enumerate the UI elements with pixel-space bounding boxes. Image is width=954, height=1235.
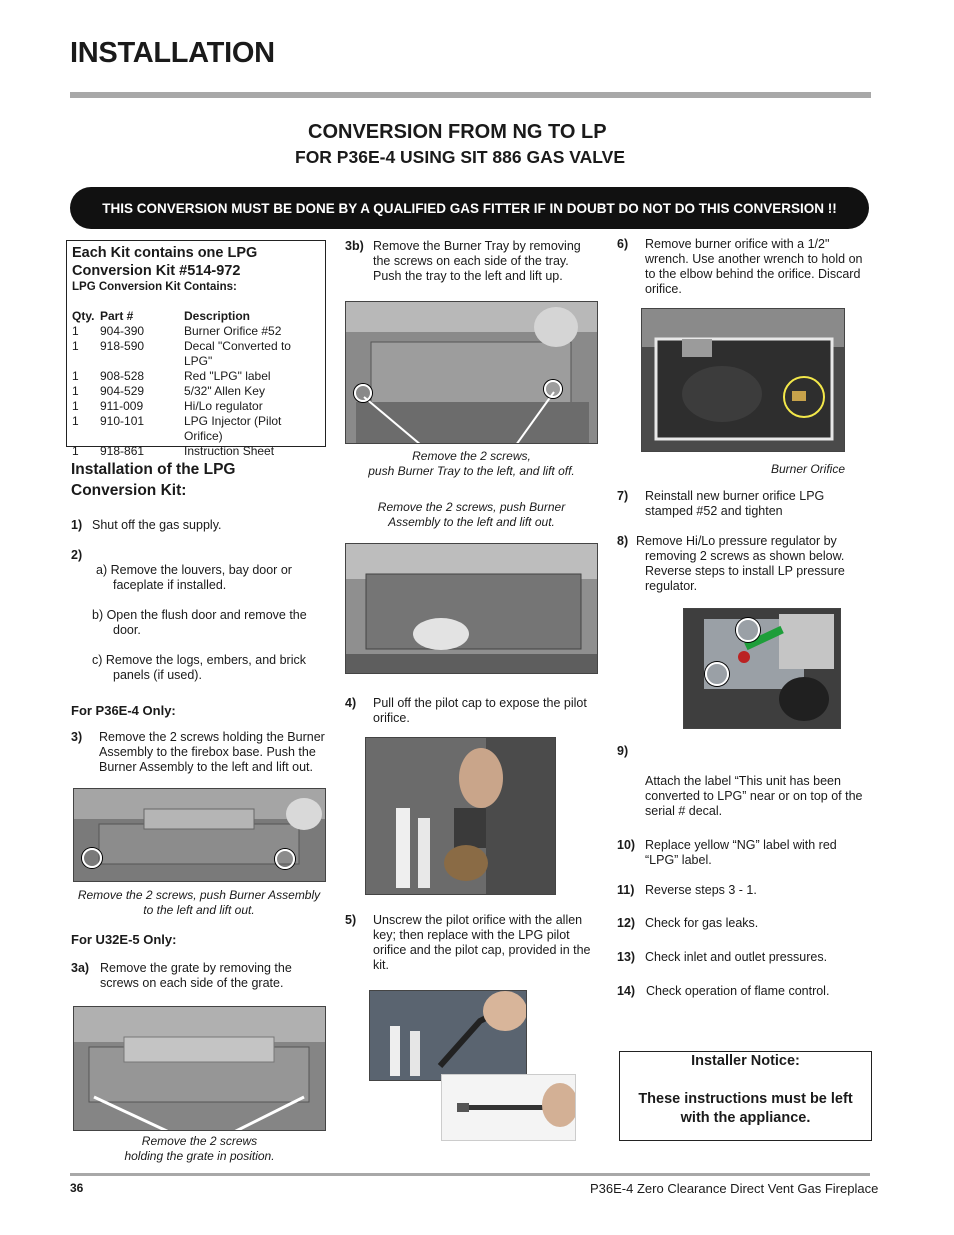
footer-text: P36E-4 Zero Clearance Direct Vent Gas Fireplace [590, 1181, 879, 1196]
step-text-l2: “LPG” label. [645, 853, 712, 867]
step-14 [617, 984, 829, 999]
photo-allen-key-image [370, 991, 527, 1081]
step-8 [617, 534, 845, 594]
photo-pilot-cap [365, 737, 556, 895]
step-text-l4: regulator. [645, 579, 698, 593]
step-text-l2: stamped #52 and tighten [645, 504, 783, 518]
step-text-l1: Pull off the pilot cap to expose the pilot [373, 696, 587, 710]
caption-l2: holding the grate in position. [124, 1149, 275, 1163]
photo-burner-tray [345, 301, 598, 444]
kit-part: 904-390 [100, 324, 145, 338]
step-number: 5) [345, 913, 357, 927]
caption-l1: Remove the 2 screws, [412, 449, 531, 463]
step-text: panels (if used). [113, 668, 202, 682]
step-text-l1: Reinstall new burner orifice LPG [645, 489, 825, 503]
kit-part: 908-528 [100, 369, 145, 383]
kit-row [72, 324, 320, 339]
kit-part: 904-529 [100, 384, 145, 398]
step-number: 11) [617, 883, 635, 897]
kit-qty: 1 [72, 384, 79, 398]
step-2b [92, 608, 307, 638]
kit-desc: 5/32" Allen Key [184, 384, 265, 398]
caption-l1: Remove the 2 screws, push Burner Assembly [77, 888, 321, 902]
step-number: 8) [617, 534, 629, 548]
kit-part: 910-101 [100, 414, 145, 428]
step-text-l3: Burner Assembly to the left and lift out. [99, 760, 314, 774]
photo-pilot-orifice-image [442, 1075, 576, 1141]
step-text-l1: Remove the 2 screws holding the Burner [99, 730, 325, 744]
step-text [645, 489, 824, 519]
screw-marker [275, 849, 295, 869]
step-text-l2: converted to LPG” near or on top of the [645, 789, 863, 803]
footer-rule [70, 1173, 870, 1176]
kit-qty: 1 [72, 414, 79, 428]
step-number: 12) [617, 916, 636, 930]
caption-burner-assembly [70, 888, 328, 918]
step-10 [617, 838, 837, 868]
step-text-l2: the screws on each side of the tray. [373, 254, 569, 268]
step-number: 14) [617, 984, 636, 998]
step-number: 3) [71, 730, 83, 744]
kit-desc [184, 339, 320, 369]
step-number: 9) [617, 744, 629, 758]
kit-row [72, 369, 320, 384]
step-text [100, 961, 292, 991]
step-text-l3: orifice and the pilot cap, provided in the [373, 943, 591, 957]
screw-marker [736, 618, 760, 642]
screw-marker [82, 848, 102, 868]
step-6 [617, 237, 863, 297]
step-text-l3: serial # decal. [645, 804, 723, 818]
section-heading: CONVERSION FROM NG TO LP [308, 121, 607, 143]
step-text-l1: Attach the label “This unit has been [645, 774, 841, 788]
step-number: 3a) [71, 961, 90, 975]
page-number: 36 [70, 1181, 84, 1195]
step-number: 1) [71, 518, 83, 532]
kit-desc: Instruction Sheet [184, 444, 275, 458]
screw-marker [544, 380, 562, 398]
kit-desc: Hi/Lo regulator [184, 399, 263, 413]
step-number: 3b) [345, 239, 364, 253]
orifice-marker [783, 376, 825, 418]
screw-marker [705, 662, 729, 686]
kit-contents-box [66, 240, 326, 458]
screw-marker [354, 384, 372, 402]
step-text [636, 534, 845, 594]
photo-burner-removal [345, 543, 598, 674]
step-text: Check operation of flame control. [646, 984, 830, 998]
kit-desc: LPG Injector (Pilot Orifice) [184, 414, 282, 443]
kit-part: 911-009 [100, 399, 144, 413]
step-1 [71, 518, 222, 533]
step-number: 6) [617, 237, 629, 251]
p36-heading: For P36E-4 Only: [71, 703, 176, 718]
kit-qty: 1 [72, 369, 79, 383]
step-text [373, 913, 591, 973]
step-text: Check inlet and outlet pressures. [645, 950, 828, 964]
notice-title: Installer Notice: [691, 1053, 800, 1069]
install-heading [71, 459, 235, 501]
kit-qty: 1 [72, 399, 79, 413]
kit-col-desc: Description [184, 309, 251, 323]
notice-text-l1: These instructions must be left [638, 1091, 853, 1107]
caption-l2: push Burner Tray to the left, and lift off. [368, 464, 575, 478]
step-text [645, 838, 837, 868]
step-text-l4: kit. [373, 958, 389, 972]
step-text-l2: orifice. [373, 711, 410, 725]
step-text-l1: Remove burner orifice with a 1/2" [645, 237, 830, 251]
notice-spacer [620, 1071, 871, 1090]
step-text: faceplate if installed. [113, 578, 227, 592]
kit-col-qty: Qty. [72, 309, 95, 323]
step-text: Reverse steps 3 - 1. [645, 883, 757, 897]
step-number: 2) [71, 548, 83, 562]
caption-burner-assembly-2 [345, 500, 598, 530]
caption-l1: Remove the 2 screws, push Burner [377, 500, 566, 514]
step-12 [617, 916, 758, 931]
step-text: b) Open the flush door and remove the [92, 608, 307, 622]
step-number: 7) [617, 489, 629, 503]
photo-grate [73, 1006, 326, 1131]
step-text-l1: Unscrew the pilot orifice with the allen [373, 913, 583, 927]
photo-grate-image [74, 1007, 326, 1131]
kit-heading-1: Each Kit contains one LPG [72, 245, 258, 261]
kit-row [72, 444, 320, 459]
photo-pilot-orifice [441, 1074, 576, 1141]
step-text: a) Remove the louvers, bay door or [96, 563, 292, 577]
step-number: 13) [617, 950, 636, 964]
caption-burner-orifice: Burner Orifice [770, 462, 845, 476]
kit-part: 918-861 [100, 444, 145, 458]
warning-text: THIS CONVERSION MUST BE DONE BY A QUALIFIED GAS FITTER IF IN DOUBT DO NOT DO THIS CONVERSION !! [102, 200, 837, 216]
step-text-l2: removing 2 screws as shown below. [645, 549, 845, 563]
kit-row [72, 399, 320, 414]
step-3a [71, 961, 292, 991]
kit-table-header [72, 309, 320, 324]
step-text-l2: Assembly to the firebox base. Push the [99, 745, 316, 759]
step-text-l3: Push the tray to the left and lift up. [373, 269, 563, 283]
kit-desc: Red "LPG" label [184, 369, 271, 383]
u32-heading: For U32E-5 Only: [71, 932, 177, 947]
photo-burner-assembly [73, 788, 326, 882]
step-text: door. [113, 623, 141, 637]
notice-text-l2: with the appliance. [680, 1110, 811, 1126]
step-text [373, 239, 581, 284]
kit-qty: 1 [72, 339, 79, 353]
page-title: INSTALLATION [70, 37, 275, 69]
step-text: c) Remove the logs, embers, and brick [92, 653, 306, 667]
photo-burner-orifice [641, 308, 845, 452]
photo-burner-tray-image [346, 302, 598, 444]
step-number: 4) [345, 696, 357, 710]
step-13 [617, 950, 827, 965]
step-11 [617, 883, 757, 898]
step-2-number [71, 548, 82, 563]
kit-heading-2: Conversion Kit #514-972 [72, 263, 241, 279]
step-4 [345, 696, 587, 726]
step-3b [345, 239, 581, 284]
step-text [645, 237, 863, 297]
install-heading-l2: Conversion Kit: [71, 482, 187, 499]
kit-part: 918-590 [100, 339, 145, 353]
kit-col-part: Part # [100, 309, 134, 323]
step-text-l2: wrench. Use another wrench to hold on [645, 252, 863, 266]
photo-regulator [683, 608, 841, 729]
step-text-l3: to the elbow behind the orifice. Discard [645, 267, 861, 281]
step-9 [645, 774, 863, 819]
caption-grate [73, 1134, 326, 1164]
caption-burner-tray [345, 449, 598, 479]
kit-desc-l1: Decal "Converted to [184, 339, 291, 353]
step-text-l1: Remove Hi/Lo pressure regulator by [636, 534, 837, 548]
step-9-number [617, 744, 628, 759]
install-heading-l1: Installation of the LPG [71, 461, 236, 478]
photo-allen-key [369, 990, 527, 1081]
kit-qty: 1 [72, 324, 79, 338]
step-text-l2: key; then replace with the LPG pilot [373, 928, 570, 942]
photo-pilot-cap-image [366, 738, 556, 895]
header-rule [70, 92, 871, 98]
step-2a [96, 563, 292, 593]
caption-l1: Remove the 2 screws [141, 1134, 258, 1148]
installer-notice-box [619, 1051, 872, 1141]
step-text-l2: screws on each side of the grate. [100, 976, 284, 990]
kit-qty: 1 [72, 444, 79, 458]
caption-l2: Assembly to the left and lift out. [388, 515, 555, 529]
kit-row [72, 384, 320, 399]
step-text-l1: Replace yellow “NG” label with red [645, 838, 837, 852]
step-text [99, 730, 325, 775]
kit-subheading: LPG Conversion Kit Contains: [72, 281, 237, 293]
step-5 [345, 913, 591, 973]
step-2c [92, 653, 306, 683]
step-3 [71, 730, 325, 775]
step-text [373, 696, 587, 726]
step-number: 10) [617, 838, 636, 852]
step-text: Shut off the gas supply. [92, 518, 222, 532]
section-subheading: FOR P36E-4 USING SIT 886 GAS VALVE [295, 147, 625, 167]
step-text-l1: Remove the Burner Tray by removing [373, 239, 581, 253]
step-text-l3: Reverse steps to install LP pressure [645, 564, 845, 578]
kit-row [72, 339, 320, 369]
photo-burner-removal-image [346, 544, 598, 674]
step-text-l4: orifice. [645, 282, 682, 296]
caption-l2: to the left and lift out. [143, 903, 255, 917]
kit-row [72, 414, 320, 444]
step-text-l1: Remove the grate by removing the [100, 961, 292, 975]
step-7 [617, 489, 824, 519]
warning-banner [70, 187, 869, 229]
kit-desc-l2: LPG" [184, 354, 213, 368]
step-text: Check for gas leaks. [645, 916, 759, 930]
kit-desc: Burner Orifice #52 [184, 324, 282, 338]
kit-table [72, 309, 320, 459]
